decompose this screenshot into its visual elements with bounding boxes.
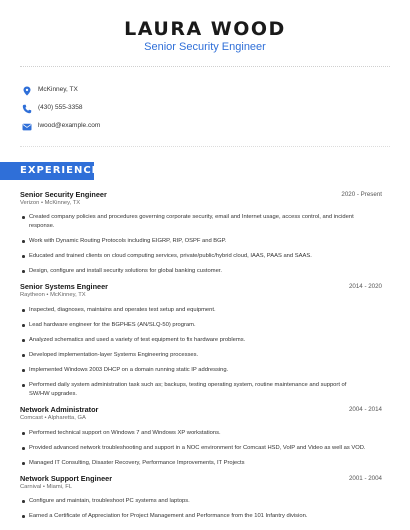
job-bullet: Earned a Certificate of Appreciation for Project Management and Performance from the 101 Infantry division. [22, 512, 367, 521]
job-dates: 2014 - 2020 [348, 283, 382, 290]
job-bullet: Developed implementation-layer Systems Engineering processes. [22, 351, 367, 360]
job-dates: 2020 - Present [341, 191, 382, 198]
job-company: Comcast • Alpharetta, GA [20, 415, 86, 421]
candidate-name: LAURA WOOD [124, 18, 286, 40]
job-title: Network Support Engineer [20, 474, 113, 483]
contact-divider [20, 146, 390, 147]
job-bullet: Configure and maintain, troubleshoot PC systems and laptops. [22, 497, 367, 506]
job-bullet: Analyzed schematics and used a variety of test equipment to fix hardware problems. [22, 336, 367, 345]
job-bullet: Managed IT Consulting, Disaster Recovery, Performance Improvements, IT Projects [22, 459, 367, 468]
phone-text: (430) 555-3358 [38, 104, 83, 111]
header-divider [20, 66, 390, 67]
email-text[interactable]: lwood@example.com [38, 122, 101, 129]
job-bullet: Performed daily system administration task such as; backups, testing operating system, routine maintenance and support of SW/HW upgrades. [22, 381, 367, 398]
job-bullet: Work with Dynamic Routing Protocols including EIGRP, RIP, OSPF and BGP. [22, 237, 367, 246]
location-text: McKinney, TX [38, 86, 78, 93]
job-company: Raytheon • McKinney, TX [20, 292, 86, 298]
job-title: Senior Systems Engineer [20, 282, 109, 291]
job-dates: 2001 - 2004 [348, 475, 382, 482]
job-title-heading: Senior Security Engineer [144, 41, 266, 53]
job-dates: 2004 - 2014 [348, 406, 382, 413]
resume-header [0, 0, 410, 64]
job-title: Senior Security Engineer [20, 190, 107, 199]
phone-icon [22, 104, 32, 114]
experience-section-heading [0, 162, 100, 180]
location-pin-icon [22, 86, 32, 96]
job-bullet: Implemented Windows 2003 DHCP on a domain running static IP addressing. [22, 366, 367, 375]
job-company: Verizon • McKinney, TX [20, 200, 81, 206]
contact-email [22, 121, 322, 135]
job-bullet: Lead hardware engineer for the BGPHES (AN/SLQ-50) program. [22, 321, 367, 330]
job-bullet: Performed technical support on Windows 7 and Windows XP workstations. [22, 429, 367, 438]
job-company: Carnival • Miami, FL [20, 484, 72, 490]
contact-phone [22, 103, 322, 117]
email-icon [22, 122, 32, 132]
job-bullet: Inspected, diagnoses, maintains and operates test setup and equipment. [22, 306, 367, 315]
experience-label: EXPERIENCE [20, 165, 100, 176]
job-bullet: Created company policies and procedures governing corporate security, email and Internet usage, access control, and incident response. [22, 213, 367, 230]
job-bullet: Educated and trained clients on cloud computing services, private/public/hybrid cloud, IAAS, PAAS and SAAS. [22, 252, 367, 261]
job-bullet: Provided advanced network troubleshooting and support in a NOC environment for Comcast HSD, VoIP and Video as well as VOD. [22, 444, 367, 453]
job-bullet: Design, configure and install security solutions for global banking customer. [22, 267, 367, 276]
job-title: Network Administrator [20, 405, 99, 414]
contact-location [22, 85, 322, 99]
